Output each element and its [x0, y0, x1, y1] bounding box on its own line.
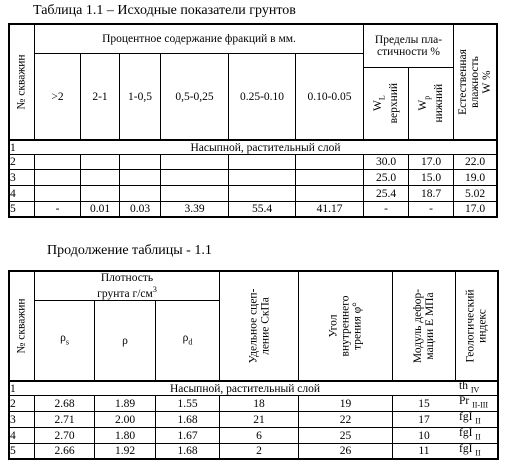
table1-caption: Таблица 1.1 – Исходные показатели грунтов — [33, 3, 296, 18]
t1-cell-w: 5.02 — [464, 187, 486, 200]
t2-rho-header: ρ — [122, 334, 128, 347]
t2-cell-cohesion: 2 — [256, 445, 262, 457]
t2-cell-rho-s: 2.70 — [54, 429, 75, 442]
t2-cell-no: 5 — [10, 445, 16, 457]
t2-cell-no: 3 — [10, 413, 16, 426]
t2-rho-d-header: $\rho_d$ — [182, 332, 193, 347]
t1-frac-col-6: 0.10-0.05 — [307, 90, 352, 103]
t1-wp-header: $W_p$ нижний — [416, 84, 446, 123]
t2-cell-rho-d: 1.68 — [177, 445, 198, 457]
t2-cell-geo: fgI $_{II}$ — [459, 442, 481, 458]
t1-cell-w: 22.0 — [464, 156, 486, 168]
t1-fraction-header: Процентное содержание фракций в мм. — [102, 33, 296, 45]
t2-cell-no: 4 — [10, 429, 16, 442]
t1-frac-col-1: >2 — [51, 90, 64, 103]
t1-cell-wp: 17.0 — [420, 156, 442, 168]
t1-cell-w: 19.0 — [464, 171, 486, 184]
t1-cell-wp: - — [429, 203, 433, 215]
t2-cell-rho: 1.89 — [114, 397, 136, 410]
table2-caption: Продолжение таблицы - 1.1 — [47, 243, 212, 258]
t1-plasticity-header: Пределы пла- стичности % — [374, 34, 443, 58]
t2-modulus-header: Модуль дефор- мации Е МПа — [412, 288, 437, 364]
t1-cell-no: 2 — [10, 156, 16, 168]
t2-cell-angle: 26 — [339, 445, 352, 457]
t2-rho-s-header: $\rho_s$ — [60, 332, 69, 347]
t1-frac-col-5: 0.25-0.10 — [239, 90, 285, 103]
t1-cell-wl: - — [384, 203, 388, 215]
t2-cell-rho: 1.92 — [114, 445, 136, 457]
t2-cell-rho-s: 2.68 — [54, 397, 75, 410]
t2-cell-cohesion: 6 — [256, 429, 262, 442]
t2-cell-geo: fgI $_{II}$ — [459, 427, 481, 442]
t1-cell-wl: 25.4 — [375, 187, 397, 200]
t1-cell-f3: 0.03 — [129, 203, 151, 215]
t1-wl-header: $W_L$ верхний — [371, 83, 401, 124]
t1-frac-col-2: 2-1 — [92, 90, 108, 103]
t1-frac-col-3: 1-0,5 — [128, 90, 152, 103]
t2-cell-modulus: 15 — [418, 397, 430, 410]
t2-cell-rho: 1.80 — [114, 429, 136, 442]
t1-cell-wl: 30.0 — [375, 156, 397, 168]
t1-cell-f5: 55.4 — [251, 203, 273, 215]
t2-cell-cohesion: 18 — [253, 397, 265, 410]
t1-cell-f2: 0.01 — [89, 203, 111, 215]
t1-frac-col-4: 0,5-0,25 — [175, 90, 214, 103]
t1-cell-wl: 25.0 — [375, 171, 397, 184]
t2-row1-geo: th $_{IV}$ — [459, 380, 480, 395]
t2-angle-header: Угол внутреннего трения φ° — [327, 295, 364, 357]
t2-cell-rho-s: 2.66 — [54, 445, 75, 457]
t1-cell-f4: 3.39 — [184, 203, 205, 215]
t1-cell-wp: 15.0 — [420, 171, 442, 184]
t2-cell-rho-d: 1.67 — [177, 429, 198, 442]
t2-density-header: Плотность грунта $г/см^3$ — [97, 272, 157, 300]
t1-row1-no: 1 — [10, 141, 16, 154]
t2-row1-no: 1 — [10, 382, 16, 395]
t1-cell-no: 4 — [10, 187, 16, 200]
t2-cell-modulus: 10 — [418, 429, 430, 442]
t1-row1-layer: Насыпной, растительный слой — [190, 141, 341, 154]
t2-cell-cohesion: 21 — [253, 413, 265, 426]
t2-cell-rho-d: 1.68 — [177, 413, 198, 426]
t1-cell-f6: 41.17 — [316, 203, 343, 215]
t2-cell-geo: Pr $_{II-III}$ — [459, 395, 489, 410]
t2-cell-angle: 22 — [339, 413, 352, 426]
t2-col-no-header: № скважин — [15, 298, 28, 354]
t2-cell-angle: 25 — [339, 429, 352, 442]
t2-cell-modulus: 11 — [418, 445, 430, 457]
t1-col-no-header: № скважин — [15, 54, 28, 110]
t2-cell-geo: fgI $_{II}$ — [459, 411, 481, 426]
t2-geo-index-header: Геологический индекс — [464, 289, 489, 363]
t1-cell-wp: 18.7 — [420, 187, 442, 200]
t1-cell-f1: - — [55, 203, 60, 215]
t2-cell-no: 2 — [10, 397, 16, 410]
t2-cell-modulus: 17 — [418, 413, 430, 426]
t2-cell-rho: 2.00 — [114, 413, 136, 426]
t1-cell-w: 17.0 — [464, 203, 486, 215]
t1-cell-no: 3 — [10, 171, 16, 184]
t1-moisture-header: Естественная влажность W % — [457, 49, 494, 115]
t2-cell-rho-d: 1.55 — [177, 397, 198, 410]
t1-cell-no: 5 — [10, 203, 16, 215]
t2-cell-rho-s: 2.71 — [54, 413, 75, 426]
t2-cohesion-header: Удельное сцеп- ление СкПа — [247, 288, 271, 364]
t2-cell-angle: 19 — [339, 397, 352, 410]
t2-row1-layer: Насыпной, растительный слой — [169, 382, 321, 395]
